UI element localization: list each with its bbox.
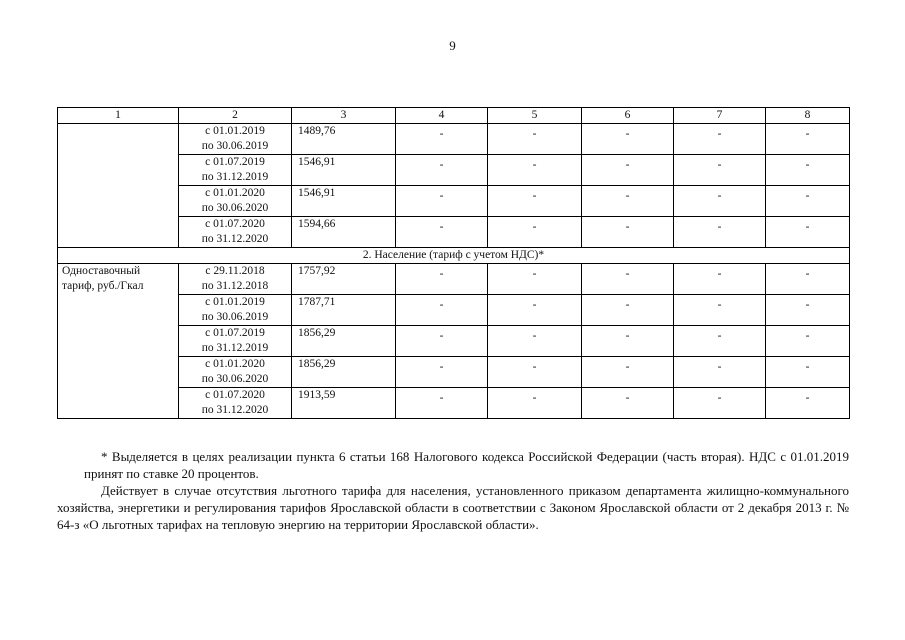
empty-value-cell: - bbox=[396, 264, 488, 295]
column-number: 7 bbox=[674, 108, 766, 124]
tariff-row bbox=[58, 124, 850, 155]
empty-value-cell: - bbox=[396, 186, 488, 217]
category-cell-empty bbox=[58, 124, 179, 248]
empty-value-cell: - bbox=[396, 295, 488, 326]
empty-value-cell: - bbox=[674, 186, 766, 217]
empty-value-cell: - bbox=[488, 295, 582, 326]
column-number: 5 bbox=[488, 108, 582, 124]
category-label-line2: тариф, руб./Гкал bbox=[62, 280, 144, 292]
price-cell: 1856,29 bbox=[292, 326, 396, 357]
section-row bbox=[58, 248, 850, 264]
empty-value-cell: - bbox=[674, 326, 766, 357]
empty-value-cell: - bbox=[582, 264, 674, 295]
empty-value-cell: - bbox=[488, 124, 582, 155]
empty-value-cell: - bbox=[582, 155, 674, 186]
period-to: по 30.06.2019 bbox=[201, 311, 269, 323]
period-cell bbox=[179, 264, 292, 295]
period-cell bbox=[179, 155, 292, 186]
empty-value-cell: - bbox=[582, 124, 674, 155]
empty-value-cell: - bbox=[396, 357, 488, 388]
empty-value-cell: - bbox=[488, 388, 582, 419]
period-from: с 01.01.2020 bbox=[205, 358, 265, 370]
period-cell bbox=[179, 295, 292, 326]
category-label-line1: Одноставочный bbox=[62, 265, 141, 277]
empty-value-cell: - bbox=[488, 264, 582, 295]
empty-value-cell: - bbox=[766, 217, 850, 248]
period-from: с 01.07.2020 bbox=[205, 389, 265, 401]
empty-value-cell: - bbox=[396, 326, 488, 357]
price-cell: 1856,29 bbox=[292, 357, 396, 388]
page-number: 9 bbox=[449, 38, 456, 53]
period-cell bbox=[179, 357, 292, 388]
period-from: с 01.01.2020 bbox=[205, 187, 265, 199]
column-number: 3 bbox=[292, 108, 396, 124]
period-cell bbox=[179, 186, 292, 217]
empty-value-cell: - bbox=[396, 155, 488, 186]
period-from: с 01.07.2019 bbox=[205, 156, 265, 168]
empty-value-cell: - bbox=[674, 124, 766, 155]
price-cell: 1546,91 bbox=[292, 186, 396, 217]
period-cell bbox=[179, 124, 292, 155]
period-to: по 31.12.2019 bbox=[201, 342, 269, 354]
empty-value-cell: - bbox=[582, 388, 674, 419]
price-cell: 1594,66 bbox=[292, 217, 396, 248]
period-to: по 31.12.2019 bbox=[201, 171, 269, 183]
price-cell: 1489,76 bbox=[292, 124, 396, 155]
empty-value-cell: - bbox=[766, 295, 850, 326]
empty-value-cell: - bbox=[396, 217, 488, 248]
period-from: с 01.07.2019 bbox=[205, 327, 265, 339]
empty-value-cell: - bbox=[766, 124, 850, 155]
empty-value-cell: - bbox=[488, 217, 582, 248]
empty-value-cell: - bbox=[674, 217, 766, 248]
price-cell: 1787,71 bbox=[292, 295, 396, 326]
empty-value-cell: - bbox=[582, 186, 674, 217]
period-to: по 30.06.2020 bbox=[201, 202, 269, 214]
empty-value-cell: - bbox=[674, 357, 766, 388]
period-from: с 01.01.2019 bbox=[205, 296, 265, 308]
period-to: по 31.12.2020 bbox=[201, 404, 269, 416]
empty-value-cell: - bbox=[582, 295, 674, 326]
empty-value-cell: - bbox=[766, 326, 850, 357]
empty-value-cell: - bbox=[766, 388, 850, 419]
period-to: по 31.12.2020 bbox=[201, 233, 269, 245]
empty-value-cell: - bbox=[488, 357, 582, 388]
section-title: 2. Население (тариф с учетом НДС)* bbox=[58, 248, 850, 264]
empty-value-cell: - bbox=[766, 264, 850, 295]
empty-value-cell: - bbox=[488, 326, 582, 357]
column-number-row bbox=[58, 108, 850, 124]
period-from: с 29.11.2018 bbox=[205, 265, 265, 277]
empty-value-cell: - bbox=[488, 186, 582, 217]
column-number: 2 bbox=[179, 108, 292, 124]
empty-value-cell: - bbox=[674, 388, 766, 419]
period-to: по 31.12.2018 bbox=[201, 280, 269, 292]
empty-value-cell: - bbox=[396, 388, 488, 419]
period-cell bbox=[179, 388, 292, 419]
empty-value-cell: - bbox=[674, 155, 766, 186]
tariff-row bbox=[58, 264, 850, 295]
period-from: с 01.01.2019 bbox=[205, 125, 265, 137]
column-number: 8 bbox=[766, 108, 850, 124]
column-number: 1 bbox=[58, 108, 179, 124]
period-to: по 30.06.2019 bbox=[201, 140, 269, 152]
empty-value-cell: - bbox=[766, 186, 850, 217]
column-number: 6 bbox=[582, 108, 674, 124]
empty-value-cell: - bbox=[582, 357, 674, 388]
empty-value-cell: - bbox=[674, 295, 766, 326]
empty-value-cell: - bbox=[766, 357, 850, 388]
notes bbox=[57, 448, 849, 533]
period-from: с 01.07.2020 bbox=[205, 218, 265, 230]
column-number: 4 bbox=[396, 108, 488, 124]
empty-value-cell: - bbox=[766, 155, 850, 186]
notes-paragraph: Действует в случае отсутствия льготного тарифа для населения, установленного приказом департамента жилищно-коммунального хозяйства, энергетики и регулирования тарифов Ярославской области в соответствии с Законом Ярославской области от 2 декабря 2013 г. № 64-з «О льготных тарифах на тепловую энергию на территории Ярославской области». bbox=[57, 483, 849, 532]
period-cell bbox=[179, 217, 292, 248]
price-cell: 1546,91 bbox=[292, 155, 396, 186]
price-cell: 1913,59 bbox=[292, 388, 396, 419]
empty-value-cell: - bbox=[674, 264, 766, 295]
empty-value-cell: - bbox=[582, 326, 674, 357]
period-to: по 30.06.2020 bbox=[201, 373, 269, 385]
category-cell bbox=[58, 264, 179, 419]
empty-value-cell: - bbox=[582, 217, 674, 248]
footnote: * Выделяется в целях реализации пункта 6 статьи 168 Налогового кодекса Российской Федерации (часть вторая). НДС с 01.01.2019 принят по ставке 20 процентов. bbox=[84, 449, 849, 481]
tariff-table bbox=[57, 107, 850, 419]
empty-value-cell: - bbox=[396, 124, 488, 155]
period-cell bbox=[179, 326, 292, 357]
empty-value-cell: - bbox=[488, 155, 582, 186]
price-cell: 1757,92 bbox=[292, 264, 396, 295]
